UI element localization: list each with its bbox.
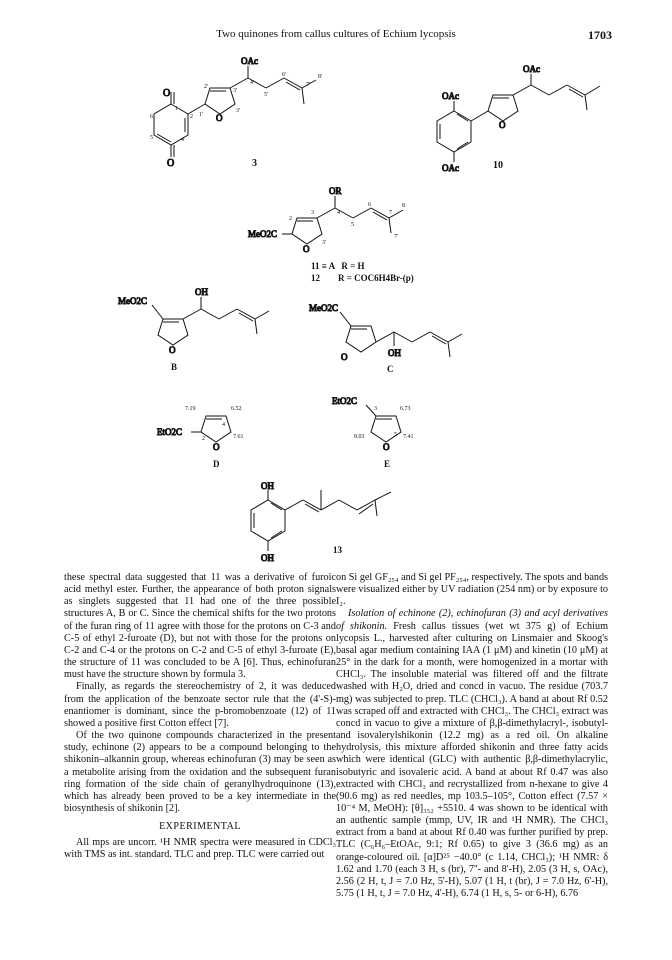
sC-oh: OH <box>388 348 401 358</box>
structure-c <box>340 312 462 357</box>
s10-label: 10 <box>493 160 503 171</box>
s3-atom-numbers <box>150 72 322 143</box>
sE-numbers <box>354 406 414 440</box>
s11-o-furan: O <box>303 244 310 254</box>
structure-10 <box>437 74 600 162</box>
right-column <box>336 572 608 900</box>
sB-oh: OH <box>195 287 208 297</box>
s11-or: OR <box>329 186 342 196</box>
structure-3 <box>154 66 316 157</box>
page-number: 1703 <box>588 28 612 42</box>
section-heading-experimental: EXPERIMENTAL <box>159 821 241 833</box>
sC-o: O <box>341 352 348 362</box>
svg-text:8': 8' <box>318 74 323 80</box>
s3-label: 3 <box>252 158 257 169</box>
s11-label-2: 12 R = COC6H4Br-(p) <box>311 273 414 283</box>
s13-oh-bottom: OH <box>261 553 274 563</box>
sE-o: O <box>383 442 390 452</box>
left-paragraph-3: Of the two quinone compounds characterized in the present study, echinone (2) appears to be a compound belonging to the shikonin–alkannin group, whereas echinofuran (3) may be seen as a metabolite arising from the oxidation and the subsequent furan ring formation of the side chain of geranylhydroquinone (13), which has already been proved to be a key intermediate in the biosynthesis of shikonin [2]. <box>64 730 336 814</box>
svg-text:7': 7' <box>306 82 311 88</box>
sB-label: B <box>171 362 178 372</box>
s3-o-furan: O <box>216 113 223 123</box>
svg-text:6: 6 <box>150 114 153 120</box>
svg-text:3: 3 <box>311 210 314 216</box>
sE-label: E <box>384 459 391 469</box>
svg-text:6.52: 6.52 <box>231 406 242 412</box>
svg-text:4: 4 <box>337 210 340 216</box>
s13-oh-top: OH <box>261 481 274 491</box>
svg-text:3': 3' <box>236 108 241 114</box>
sD-label: D <box>213 459 220 469</box>
s13-label: 13 <box>333 545 342 555</box>
svg-text:8: 8 <box>402 203 405 209</box>
svg-text:3': 3' <box>322 240 327 246</box>
sB-o: O <box>169 345 176 355</box>
left-column <box>64 572 336 862</box>
right-paragraph-1: on Si gel GF₂₅₄ and Si gel PF₂₅₄, respectively. The spots and bands were visualized either by UV radiation (254 nm) or by exposure to I₂. <box>336 572 608 608</box>
left-paragraph-4: All mps are uncorr. ¹H NMR spectra were measured in CDCl₃ with TMS as int. standard. TLC and prep. TLC were carried out <box>64 837 336 861</box>
s10-oac-ring2: OAc <box>442 163 459 173</box>
left-paragraph-2: Finally, as regards the stereochemistry of 2, it was deduced from the application of the benzoate sector rule that the (4'-S)-enantiomer is dominant, since the p-bromobenzoate (12) of 11 showed a positive first Cotton effect [7]. <box>64 681 336 729</box>
svg-text:2: 2 <box>202 436 205 442</box>
svg-text:7: 7 <box>389 210 392 216</box>
sC-label: C <box>387 364 394 374</box>
svg-text:5: 5 <box>394 432 397 438</box>
svg-text:4': 4' <box>250 80 255 86</box>
svg-text:5: 5 <box>351 222 354 228</box>
sD-eto2c: EtO2C <box>157 427 183 437</box>
svg-text:1': 1' <box>199 112 204 118</box>
s10-o-furan: O <box>499 120 506 130</box>
s11-label-1: 11 ≡ A R = H <box>311 261 365 271</box>
isolation-heading: Isolation of echinone (2), echinofuran (3) and acyl derivatives of shikonin. <box>336 608 608 632</box>
svg-text:6': 6' <box>282 72 287 78</box>
s10-oac-ring1: OAc <box>442 91 459 101</box>
svg-text:8.03: 8.03 <box>354 434 365 440</box>
svg-text:4: 4 <box>181 137 184 143</box>
structure-11 <box>282 196 403 244</box>
sE-eto2c: EtO2C <box>332 396 358 406</box>
left-paragraph-1: these spectral data suggested that 11 was a derivative of furoic acid methyl ester. Further, the appearance of both proton signals as singlets suggested that 11 had one of the three possible structures A, B or C. Since the chemical shifts for the two protons of the furan ring of 11 agree with those for the protons on C-3 and C-5 of ethyl 2-furoate (D), but not with those for the protons on C-2 and C-4 or the protons on C-2 and C-5 of ethyl 3-furoate (E), the structure of 11 was concluded to be A [6]. Thus, echinofuran must have the structure shown by formula 3. <box>64 572 336 681</box>
s11-meo2c: MeO2C <box>248 229 277 239</box>
s3-o-bottom: O <box>167 158 175 169</box>
sD-o: O <box>213 442 220 452</box>
structure-b <box>152 297 269 345</box>
svg-text:7.41: 7.41 <box>403 434 414 440</box>
structure-d <box>191 416 231 442</box>
svg-text:3: 3 <box>374 406 377 412</box>
svg-text:1: 1 <box>175 106 178 112</box>
svg-text:2: 2 <box>190 114 193 120</box>
right-paragraph-2 <box>336 608 608 900</box>
sC-meo2c: MeO2C <box>309 303 338 313</box>
svg-text:6: 6 <box>368 202 371 208</box>
s3-o-top: O <box>163 88 171 99</box>
svg-text:5: 5 <box>150 135 153 141</box>
sB-meo2c: MeO2C <box>118 296 147 306</box>
sD-numbers <box>185 406 244 442</box>
svg-text:3': 3' <box>233 88 238 94</box>
svg-text:7': 7' <box>394 234 399 240</box>
structure-13 <box>251 490 391 551</box>
svg-text:6.73: 6.73 <box>400 406 411 412</box>
svg-text:2': 2' <box>204 84 209 90</box>
svg-text:2: 2 <box>289 216 292 222</box>
svg-text:5': 5' <box>264 92 269 98</box>
running-title: Two quinones from callus cultures of Echium lycopsis <box>216 28 456 40</box>
s11-atom-numbers <box>289 202 405 246</box>
svg-text:7.19: 7.19 <box>185 406 196 412</box>
svg-text:4: 4 <box>222 422 225 428</box>
s10-oac-top: OAc <box>523 64 540 74</box>
isolation-body: Fresh callus tissues (wet wt 375 g) of Echium lycopsis L., harvested after culturing on Linsmaier and Skoog's basal agar medium containing IAA (1 μM) and kinetin (10 μM) at 25° in the dark for a month, were homogenized in a mortar with CHCl₃. The insoluble material was filtered off and the filtrate washed with H₂O, dried and concd in vacuo. The residue (703.7 mg) was subjected to prep. TLC (CHCl₃). A band at about Rf 0.52 was scraped off and extracted with CHCl₃. The CHCl₃ extract was concd in vacuo to give a mixture of β,β-dimethylacryl-, isobutyl- and isovalerylshikonin (12.2 mg) as a red oil. On alkaline hydrolysis, this mixture afforded shikonin and three fatty acids which were identical (GLC) with authentic β,β-dimethylacrylic, isobutyric and isovaleric acid. A band at about Rf 0.47 was also extracted with CHCl₃ and recrystallized from n-hexane to give 4 (90.6 mg) as red needles, mp 103.5–105°, Cotton effect (7.57 × 10⁻⁴ M, MeOH): [θ]₃₅₂ +5510. 4 was shown to be identical with an authentic sample (mmp, UV, IR and ¹H NMR). The CHCl₃ extract from a band at about Rf 0.40 was further purified by prep. TLC (C₆H₆–EtOAc, 9:1; Rf 0.65) to give 3 (36.6 mg) as an orange-coloured oil. [α]D²⁵ −40.0° (c 1.14, CHCl₃); ¹H NMR: δ 1.62 and 1.70 (each 3 H, s (br), 7''- and 8'-H), 2.05 (3 H, s, OAc), 2.56 (2 H, t, J = 7.0 Hz, 5'-H), 5.07 (1 H, t (br), J = 7.0 Hz, 6'-H), 5.75 (1 H, t, J = 7.0 Hz, 4'-H), 6.74 (1 H, s, 5- or 6-H), 6.76 <box>336 620 608 900</box>
svg-text:7.61: 7.61 <box>233 434 244 440</box>
s3-oac: OAc <box>241 56 258 66</box>
